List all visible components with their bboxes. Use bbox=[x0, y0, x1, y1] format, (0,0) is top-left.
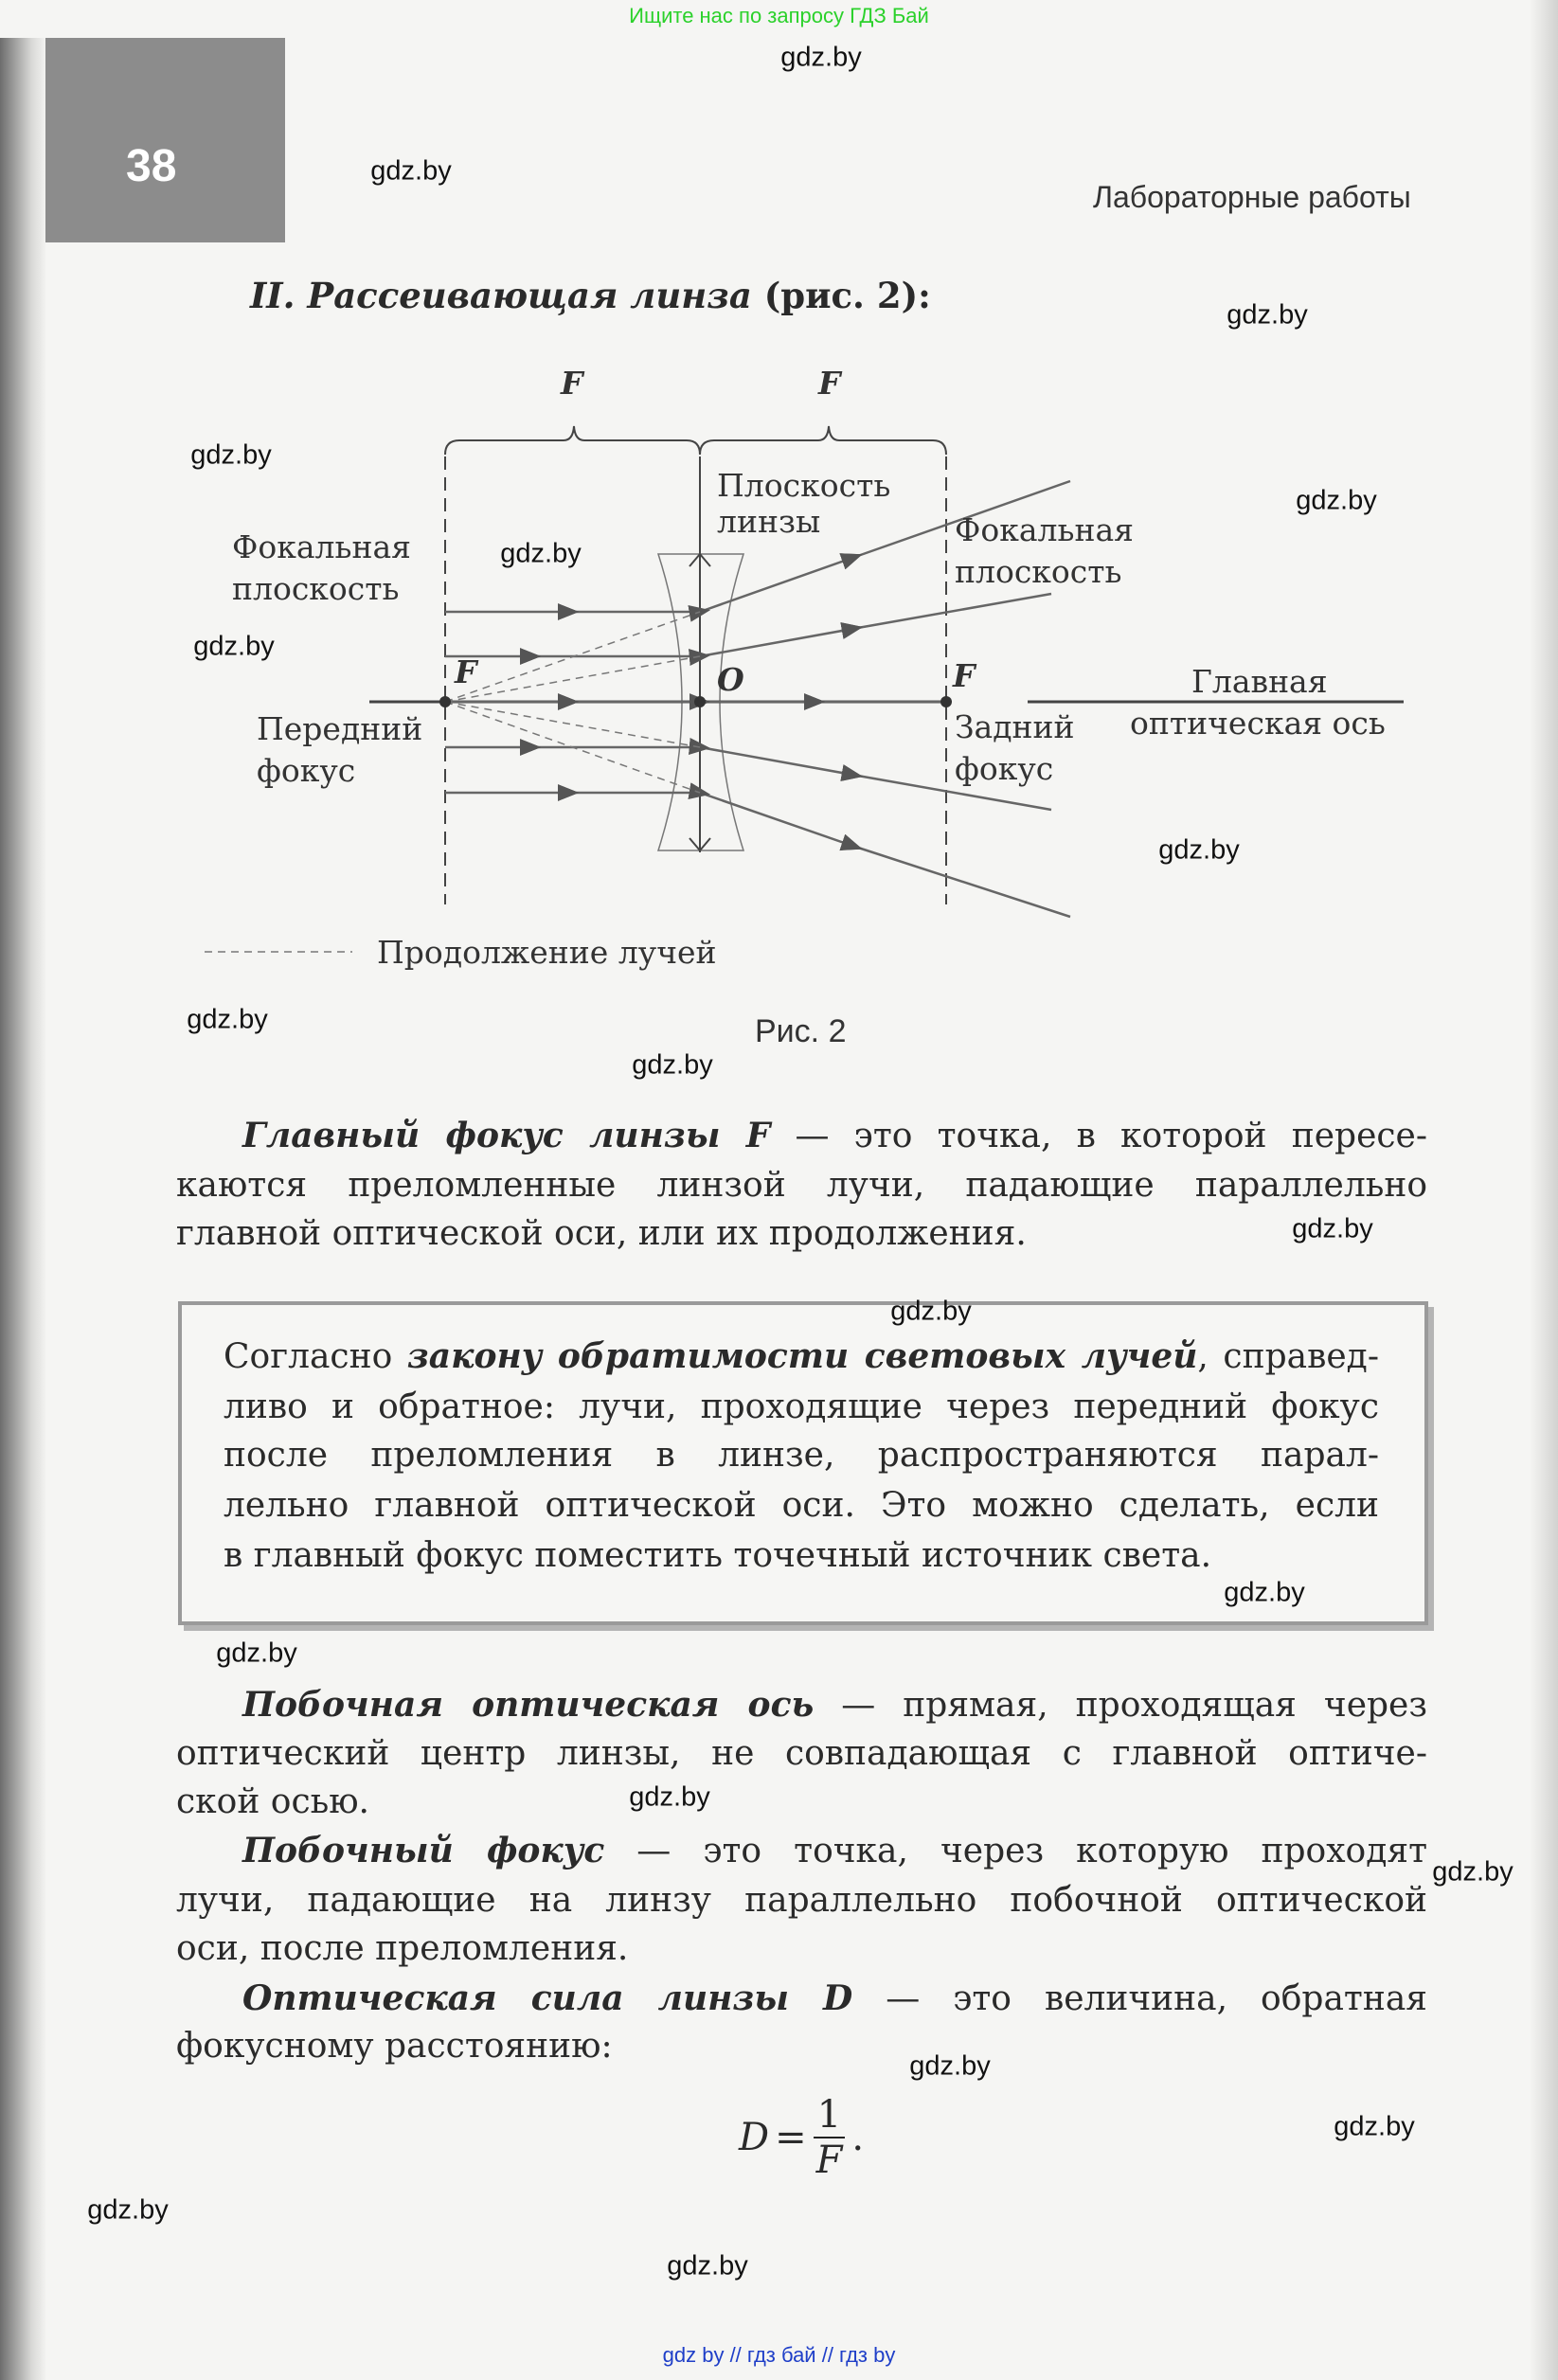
label-line: Плоскость bbox=[717, 467, 891, 504]
text-run: в главный фокус поместить точечный источник света. bbox=[224, 1536, 1212, 1575]
text-run: , справед- bbox=[1197, 1337, 1379, 1376]
text-run: ской осью. bbox=[176, 1782, 369, 1821]
legend-label: Продолжение лучей bbox=[377, 934, 717, 971]
text-line bbox=[176, 1214, 1427, 1262]
watermark: gdz.by bbox=[193, 631, 275, 662]
front-focus-point bbox=[439, 696, 451, 707]
text-run: — это величина, обратная bbox=[852, 1979, 1427, 2018]
text-run: после преломления в линзе, распространяются парал- bbox=[224, 1436, 1379, 1475]
text-line bbox=[224, 1436, 1379, 1483]
watermark: gdz.by bbox=[1296, 485, 1377, 516]
label-top-f-right: F bbox=[818, 365, 841, 402]
rear-focus-point bbox=[940, 696, 952, 707]
text-run: фокусному расстоянию: bbox=[176, 2027, 613, 2066]
watermark: gdz.by bbox=[780, 42, 862, 73]
text-run: главной оптической оси, или их продолжения. bbox=[176, 1214, 1027, 1253]
figure-caption: Рис. 2 bbox=[755, 1013, 847, 1049]
text-run: — это точка, в которой пересе- bbox=[770, 1117, 1427, 1155]
watermark: gdz.by bbox=[632, 1049, 713, 1081]
page-number: 38 bbox=[126, 141, 177, 191]
label-focal-plane-left bbox=[232, 527, 411, 610]
formula-numerator: 1 bbox=[814, 2093, 845, 2138]
label-line: Фокальная bbox=[232, 528, 411, 565]
watermark: gdz.by bbox=[629, 1781, 710, 1813]
ray-5 bbox=[445, 793, 1070, 917]
watermark: gdz.by bbox=[1334, 2111, 1415, 2142]
text-line bbox=[242, 1978, 1427, 2026]
text-run: Согласно bbox=[224, 1337, 407, 1376]
watermark: gdz.by bbox=[909, 2050, 991, 2082]
watermark: gdz.by bbox=[216, 1637, 297, 1669]
text-line bbox=[242, 1116, 1427, 1163]
label-line: линзы bbox=[717, 503, 821, 540]
text-line bbox=[224, 1486, 1379, 1533]
text-line bbox=[224, 1336, 1379, 1384]
extension-2 bbox=[445, 656, 700, 702]
watermark: gdz.by bbox=[1432, 1856, 1513, 1888]
term: Побочная оптическая ось bbox=[242, 1685, 815, 1725]
extension-4 bbox=[445, 702, 700, 747]
term: Оптическая сила линзы D bbox=[242, 1978, 853, 2018]
watermark: gdz.by bbox=[1158, 834, 1240, 866]
brace-right bbox=[700, 426, 946, 455]
text-line bbox=[176, 1734, 1427, 1781]
watermark: gdz.by bbox=[890, 1296, 972, 1327]
text-run: оси, после преломления. bbox=[176, 1929, 629, 1968]
label-line: плоскость bbox=[232, 570, 400, 607]
text-run: каются преломленные линзой лучи, падающие параллельно bbox=[176, 1166, 1427, 1205]
label-point-f-right: F bbox=[953, 657, 976, 694]
label-main-axis-2: оптическая ось bbox=[1130, 705, 1386, 742]
watermark: gdz.by bbox=[1227, 299, 1308, 331]
formula bbox=[739, 2093, 864, 2182]
watermark: gdz.by bbox=[370, 155, 452, 187]
label-line: Передний bbox=[257, 710, 423, 747]
formula-eq: = bbox=[775, 2116, 807, 2159]
term: закону обратимости световых лучей bbox=[406, 1336, 1198, 1376]
label-rear-focus bbox=[955, 707, 1075, 790]
formula-fraction bbox=[813, 2093, 847, 2182]
text-line bbox=[176, 1782, 1427, 1830]
text-run: ливо и обратное: лучи, проходящие через передний фокус bbox=[224, 1387, 1379, 1426]
text-line bbox=[176, 2027, 1427, 2074]
formula-end: . bbox=[851, 2116, 865, 2159]
watermark: gdz.by bbox=[187, 1004, 268, 1035]
heading-title: II. Рассеивающая линза bbox=[250, 275, 752, 316]
term: Побочный фокус bbox=[242, 1831, 605, 1870]
text-run: лучи, падающие на линзу параллельно побочной оптической bbox=[176, 1881, 1427, 1920]
running-head: Лабораторные работы bbox=[1093, 180, 1411, 214]
watermark: gdz.by bbox=[190, 439, 272, 471]
label-point-f-left: F bbox=[455, 653, 477, 690]
label-front-focus bbox=[257, 708, 422, 792]
label-line: фокус bbox=[257, 752, 356, 789]
ray-2 bbox=[445, 594, 1051, 656]
label-top-f-left: F bbox=[561, 365, 583, 402]
text-run: оптический центр линзы, не совпадающая с главной оптиче- bbox=[176, 1734, 1427, 1773]
footer-links[interactable]: gdz by // гдз бай // гдз by bbox=[662, 2343, 896, 2367]
term: Главный фокус линзы F bbox=[242, 1116, 771, 1155]
label-line: плоскость bbox=[955, 553, 1122, 590]
formula-denominator: F bbox=[815, 2138, 843, 2182]
label-line: Фокальная bbox=[955, 511, 1134, 548]
top-note-link[interactable]: Ищите нас по запросу ГДЗ Бай bbox=[629, 4, 929, 27]
text-line bbox=[242, 1831, 1427, 1878]
text-line bbox=[176, 1166, 1427, 1213]
label-line: фокус bbox=[955, 750, 1054, 787]
optical-center-point bbox=[694, 696, 706, 707]
text-line bbox=[224, 1536, 1379, 1584]
watermark: gdz.by bbox=[667, 2250, 748, 2282]
label-point-o: O bbox=[717, 661, 744, 698]
text-run: — это точка, через которую проходят bbox=[604, 1832, 1427, 1870]
watermark: gdz.by bbox=[1292, 1213, 1373, 1244]
brace-left bbox=[445, 426, 700, 455]
text-line bbox=[242, 1685, 1427, 1732]
text-line bbox=[176, 1929, 1427, 1977]
label-lens-plane bbox=[717, 468, 890, 540]
text-run: — прямая, проходящая через bbox=[814, 1686, 1427, 1725]
label-line: Задний bbox=[955, 708, 1075, 745]
text-line bbox=[224, 1387, 1379, 1435]
label-main-axis-1: Главная bbox=[1191, 663, 1328, 700]
text-line bbox=[176, 1881, 1427, 1928]
watermark: gdz.by bbox=[1224, 1577, 1305, 1608]
watermark: gdz.by bbox=[500, 538, 582, 569]
watermark: gdz.by bbox=[87, 2194, 169, 2226]
label-focal-plane-right bbox=[955, 510, 1134, 593]
text-run: лельно главной оптической оси. Это можно сделать, если bbox=[224, 1486, 1379, 1525]
heading-ref: (рис. 2): bbox=[751, 275, 931, 316]
formula-lhs: D bbox=[739, 2116, 770, 2159]
